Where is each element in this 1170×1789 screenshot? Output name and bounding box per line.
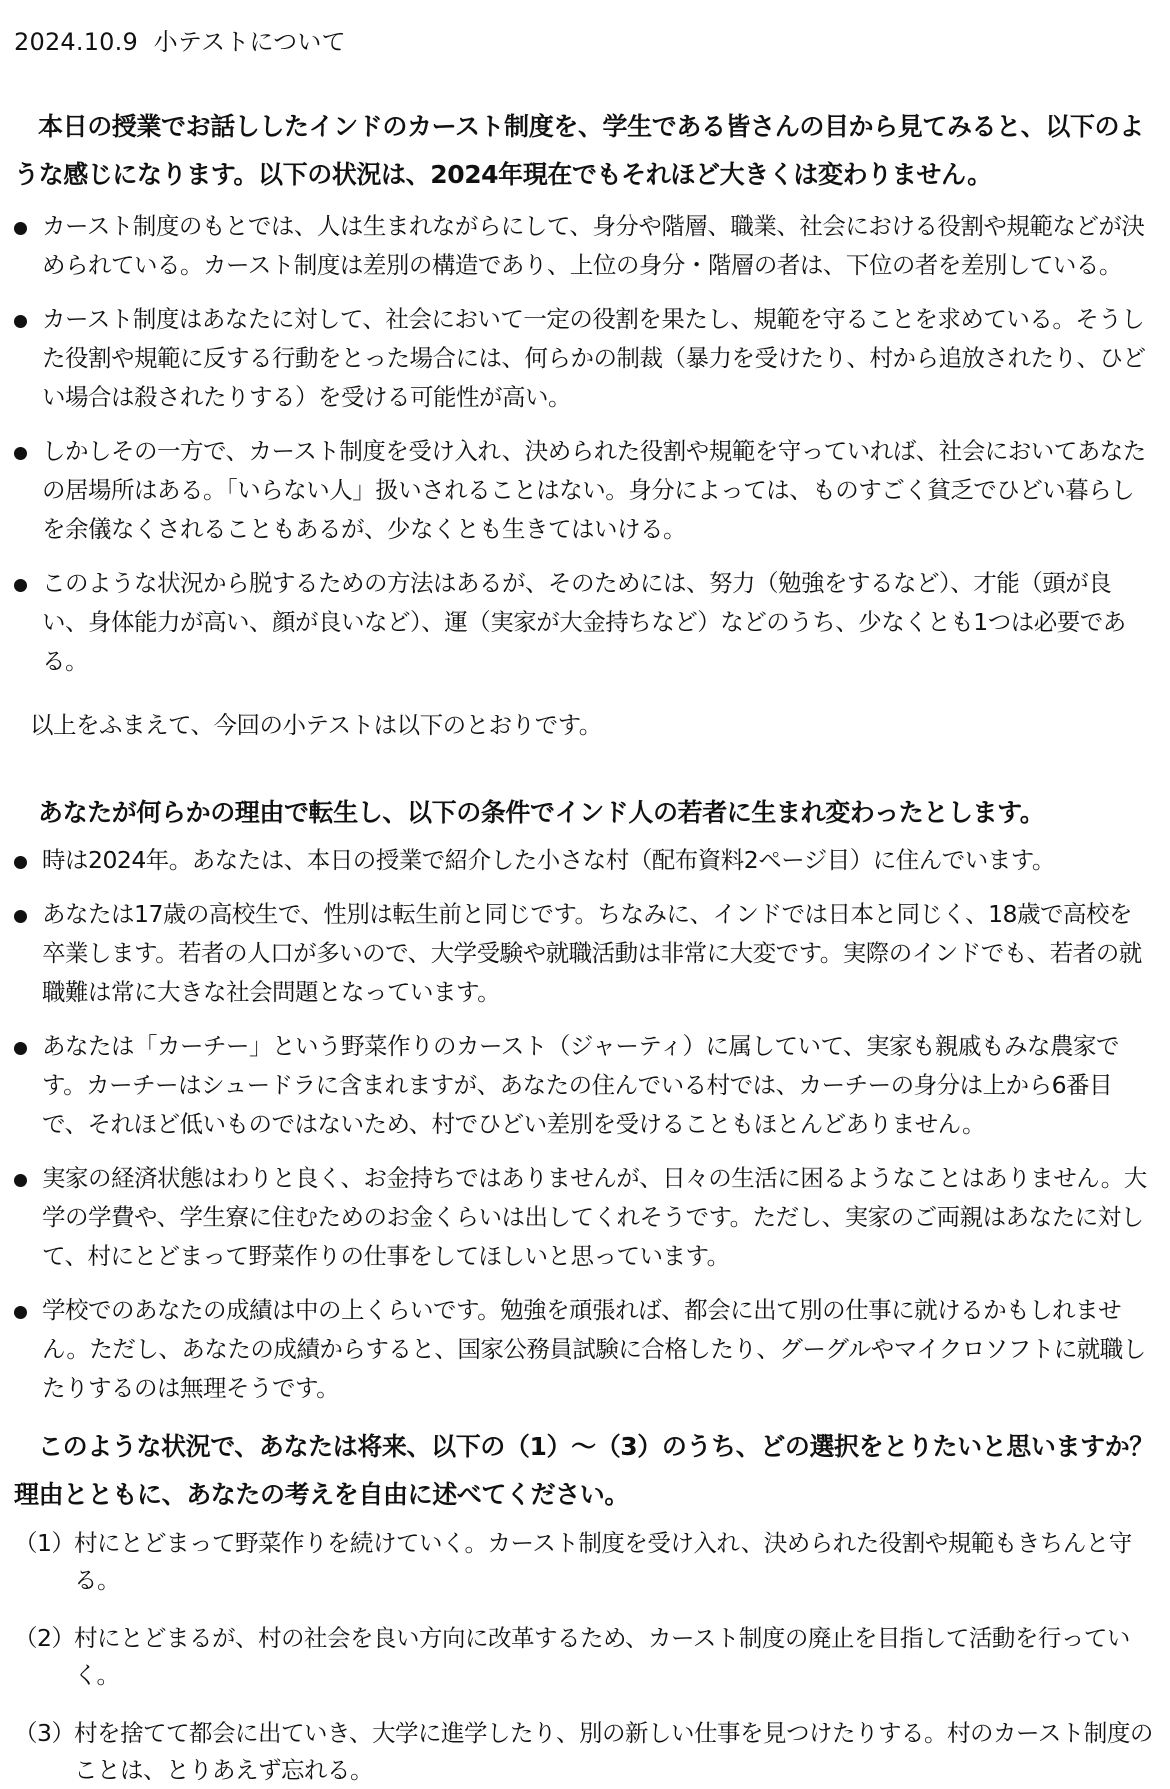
bullet-dot-icon	[14, 1174, 27, 1187]
list-item	[14, 432, 1154, 549]
intro-bullet-list	[14, 207, 1154, 681]
list-item	[14, 895, 1154, 1012]
option-text: 村にとどまるが、村の社会を良い方向に改革するため、カースト制度の廃止を目指して活動を行っていく。	[74, 1624, 1130, 1689]
bullet-dot-icon	[14, 447, 27, 460]
option-text: 村にとどまって野菜作りを続けていく。カースト制度を受け入れ、決められた役割や規範もきちんと守る。	[74, 1529, 1132, 1594]
header-date: 2024.10.9	[14, 28, 138, 56]
intro-section	[14, 103, 1154, 681]
bullet-text: このような状況から脱するための方法はあるが、そのためには、努力（勉強をするなど）、才能（頭が良い、身体能力が高い、顔が良いなど）、運（実家が大金持ちなど）などのうち、少なくとも1つは必要である。	[42, 569, 1126, 675]
bullet-dot-icon	[14, 315, 27, 328]
bullet-dot-icon	[14, 856, 27, 869]
list-item	[14, 1291, 1154, 1408]
bullet-text: あなたは17歳の高校生で、性別は転生前と同じです。ちなみに、インドでは日本と同じく、18歳で高校を卒業します。若者の人口が多いので、大学受験や就職活動は非常に大変です。実際のインドでも、若者の就職難は常に大きな社会問題となっています。	[42, 900, 1142, 1006]
bullet-dot-icon	[14, 222, 27, 235]
document-header	[14, 24, 1154, 60]
bullet-text: 学校でのあなたの成績は中の上くらいです。勉強を頑張れば、都会に出て別の仕事に就けるかもしれません。ただし、あなたの成績からすると、国家公務員試験に合格したり、グーグルやマイクロソフトに就職したりするのは無理そうです。	[42, 1296, 1146, 1402]
option-item	[14, 1620, 1154, 1694]
option-list	[14, 1525, 1154, 1789]
bullet-dot-icon	[14, 1306, 27, 1319]
list-item	[14, 564, 1154, 681]
list-item	[14, 1027, 1154, 1144]
bullet-dot-icon	[14, 910, 27, 923]
bullet-text: 時は2024年。あなたは、本日の授業で紹介した小さな村（配布資料2ページ目）に住んでいます。	[42, 846, 1055, 874]
option-item	[14, 1525, 1154, 1599]
question-section	[14, 1423, 1154, 1789]
scenario-section	[14, 789, 1154, 1408]
bullet-dot-icon	[14, 1042, 27, 1055]
header-title: 小テストについて	[153, 28, 346, 56]
bullet-text: あなたは「カーチー」という野菜作りのカースト（ジャーティ）に属していて、実家も親戚もみな農家です。カーチーはシュードラに含まれますが、あなたの住んでいる村では、カーチーの身分は上から6番目で、それほど低いものではないため、村でひどい差別を受けることもほとんどありません。	[42, 1032, 1120, 1138]
bullet-text: カースト制度のもとでは、人は生まれながらにして、身分や階層、職業、社会における役割や規範などが決められている。カースト制度は差別の構造であり、上位の身分・階層の者は、下位の者を差別している。	[42, 212, 1145, 279]
option-number: （3）	[14, 1719, 75, 1747]
option-item	[14, 1715, 1154, 1789]
bullet-dot-icon	[14, 579, 27, 592]
option-number: （1）	[14, 1529, 75, 1557]
list-item	[14, 1159, 1154, 1276]
list-item	[14, 207, 1154, 285]
bullet-text: しかしその一方で、カースト制度を受け入れ、決められた役割や規範を守っていれば、社会においてあなたの居場所はある。「いらない人」扱いされることはない。身分によっては、ものすごく貧乏でひどい暮らしを余儀なくされることもあるが、少なくとも生きてはいける。	[42, 437, 1146, 543]
intro-lead: 本日の授業でお話ししたインドのカースト制度を、学生である皆さんの目から見てみると、以下のような感じになります。以下の状況は、2024年現在でもそれほど大きくは変わりません。	[14, 112, 1144, 189]
transition-paragraph: 以上をふまえて、今回の小テストは以下のとおりです。	[30, 711, 602, 739]
question-lead: このような状況で、あなたは将来、以下の（1）～（3）のうち、どの選択をとりたいと思いますか？ 理由とともに、あなたの考えを自由に述べてください。	[14, 1432, 1154, 1509]
scenario-lead: あなたが何らかの理由で転生し、以下の条件でインド人の若者に生まれ変わったとします。	[38, 798, 1045, 827]
bullet-text: カースト制度はあなたに対して、社会において一定の役割を果たし、規範を守ることを求めている。そうした役割や規範に反する行動をとった場合には、何らかの制裁（暴力を受けたり、村から追放されたり、ひどい場合は殺されたりする）を受ける可能性が高い。	[42, 305, 1146, 411]
scenario-bullet-list	[14, 841, 1154, 1408]
option-number: （2）	[14, 1624, 75, 1652]
bullet-text: 実家の経済状態はわりと良く、お金持ちではありませんが、日々の生活に困るようなことはありません。大学の学費や、学生寮に住むためのお金くらいは出してくれそうです。ただし、実家のご両親はあなたに対して、村にとどまって野菜作りの仕事をしてほしいと思っています。	[42, 1164, 1147, 1270]
list-item	[14, 300, 1154, 417]
list-item	[14, 841, 1154, 880]
option-text: 村を捨てて都会に出ていき、大学に進学したり、別の新しい仕事を見つけたりする。村のカースト制度のことは、とりあえず忘れる。	[74, 1719, 1153, 1784]
